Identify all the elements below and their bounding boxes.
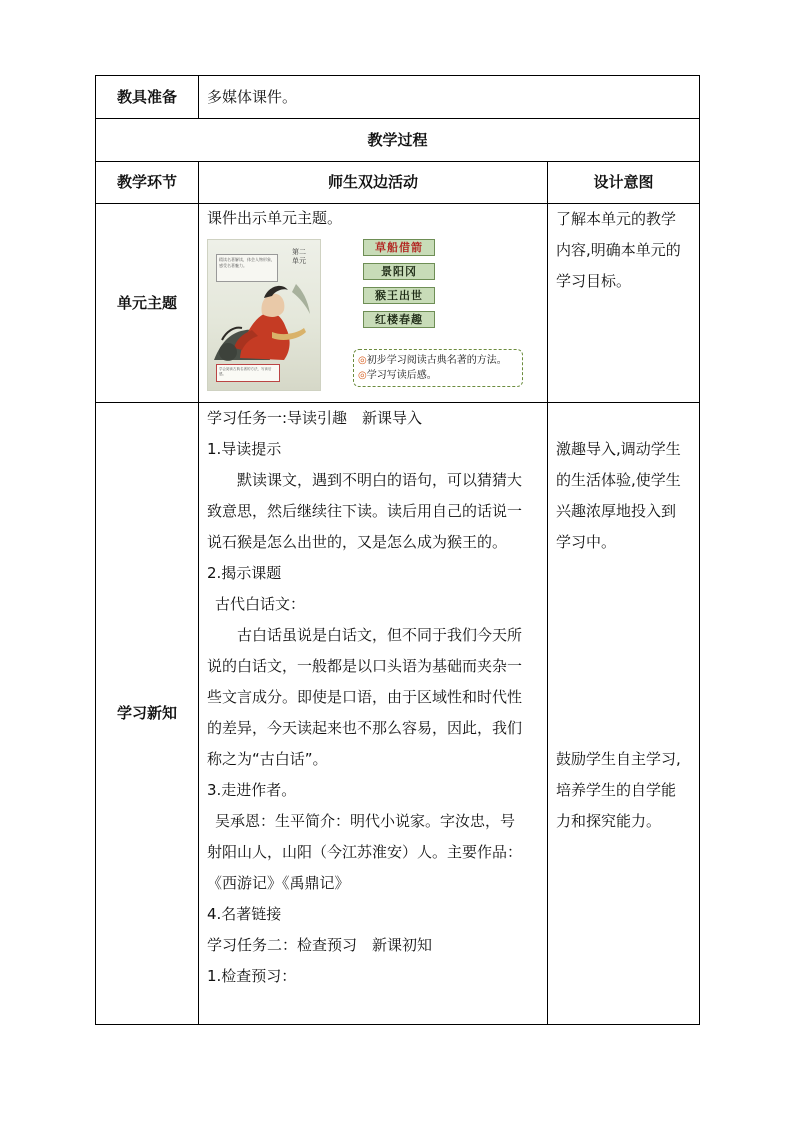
intent-line: 力和探究能力。	[556, 812, 662, 830]
activity-paragraph-line: 说石猴是怎么出世的，又是怎么成为猴王的。	[207, 533, 508, 551]
activity-paragraph-line: 《西游记》《禹鼎记》	[207, 874, 350, 892]
new-knowledge-stage: 学习新知	[96, 403, 199, 1025]
intent-line: 的生活体验,使学生	[556, 471, 681, 489]
unit-goal-1-text: 初步学习阅读古典名著的方法。	[366, 355, 507, 366]
activity-subheading: 1.检查预习：	[207, 967, 297, 985]
unit-tag-2: 景阳冈	[363, 263, 435, 280]
intent-line: 兴趣浓厚地投入到	[556, 502, 677, 520]
row-process-title	[96, 119, 700, 162]
activity-paragraph-line: 说的白话文，一般都是以口头语为基础而夹杂一	[207, 657, 523, 675]
column-header-activity: 师生双边活动	[199, 162, 548, 204]
activity-task-heading: 学习任务二：检查预习 新课初知	[207, 936, 433, 954]
intent-line: 学习目标。	[556, 272, 632, 290]
unit-tag-3: 猴王出世	[363, 287, 435, 304]
activity-paragraph-line: 吴承恩：生平简介：明代小说家。字汝忠，号	[215, 812, 516, 830]
activity-subheading: 1.导读提示	[207, 440, 282, 458]
activity-paragraph-line: 射阳山人，山阳（今江苏淮安）人。主要作品：	[207, 843, 523, 861]
row-teaching-tools	[96, 76, 700, 119]
book-cover-image	[207, 239, 321, 391]
column-header-stage: 教学环节	[96, 162, 199, 204]
monkey-king-illustration-icon	[212, 270, 316, 362]
unit-goals-box	[353, 349, 523, 387]
activity-subheading: 3.走进作者。	[207, 781, 297, 799]
column-header-intent: 设计意图	[548, 162, 700, 204]
activity-paragraph-line: 古代白话文：	[215, 595, 306, 613]
activity-subheading: 2.揭示课题	[207, 564, 282, 582]
lesson-plan-table	[95, 75, 700, 1025]
intent-line: 培养学生的自学能	[556, 781, 677, 799]
cover-note: 学会阅读古典名著的方法，写读后感。	[216, 364, 280, 382]
activity-paragraph-line: 的差异，今天读起来也不那么容易，因此，我们	[207, 719, 523, 737]
activity-task-heading: 学习任务一:导读引趣 新课导入	[207, 409, 423, 427]
intent-line: 了解本单元的教学	[556, 210, 677, 228]
unit-tag-4: 红楼春趣	[363, 311, 435, 328]
unit-goal-1	[358, 353, 518, 368]
activity-paragraph-line: 些文言成分。即使是口语，由于区域性和时代性	[207, 688, 523, 706]
new-knowledge-activity	[199, 403, 548, 1025]
unit-tag-1: 草船借箭	[363, 239, 435, 256]
activity-subheading: 4.名著链接	[207, 905, 282, 923]
intent-line: 内容,明确本单元的	[556, 241, 681, 259]
teaching-tools-value: 多媒体课件。	[199, 76, 700, 119]
process-title: 教学过程	[96, 119, 700, 162]
unit-theme-activity-line: 课件出示单元主题。	[207, 209, 343, 227]
row-unit-theme	[96, 204, 700, 403]
unit-goal-2-text: 学习写读后感。	[366, 370, 437, 381]
row-new-knowledge	[96, 403, 700, 1025]
unit-goal-2	[358, 368, 518, 383]
intent-block-motivation	[556, 434, 691, 558]
new-knowledge-intent	[548, 403, 700, 1025]
intent-line: 激趣导入,调动学生	[556, 440, 681, 458]
cover-caption: 精读名著解读，体会人物形象，感受名著魅力。	[216, 254, 278, 282]
goal-bullet-icon: ◎	[358, 370, 367, 381]
cover-unit-label: 第二单元	[292, 248, 306, 265]
intent-block-self-study	[556, 744, 691, 837]
unit-theme-figure	[207, 237, 539, 397]
goal-bullet-icon: ◎	[358, 355, 367, 366]
unit-theme-intent	[548, 204, 700, 403]
activity-paragraph-line: 称之为“古白话”。	[207, 750, 328, 768]
teaching-tools-label: 教具准备	[96, 76, 199, 119]
activity-paragraph-line: 默读课文，遇到不明白的语句，可以猜猜大	[237, 471, 523, 489]
activity-paragraph-line: 致意思，然后继续往下读。读后用自己的话说一	[207, 502, 523, 520]
unit-theme-activity	[199, 204, 548, 403]
activity-paragraph-line: 古白话虽说是白话文，但不同于我们今天所	[237, 626, 523, 644]
row-column-headers	[96, 162, 700, 204]
unit-theme-stage: 单元主题	[96, 204, 199, 403]
intent-line: 学习中。	[556, 533, 617, 551]
intent-line: 鼓励学生自主学习,	[556, 750, 681, 768]
